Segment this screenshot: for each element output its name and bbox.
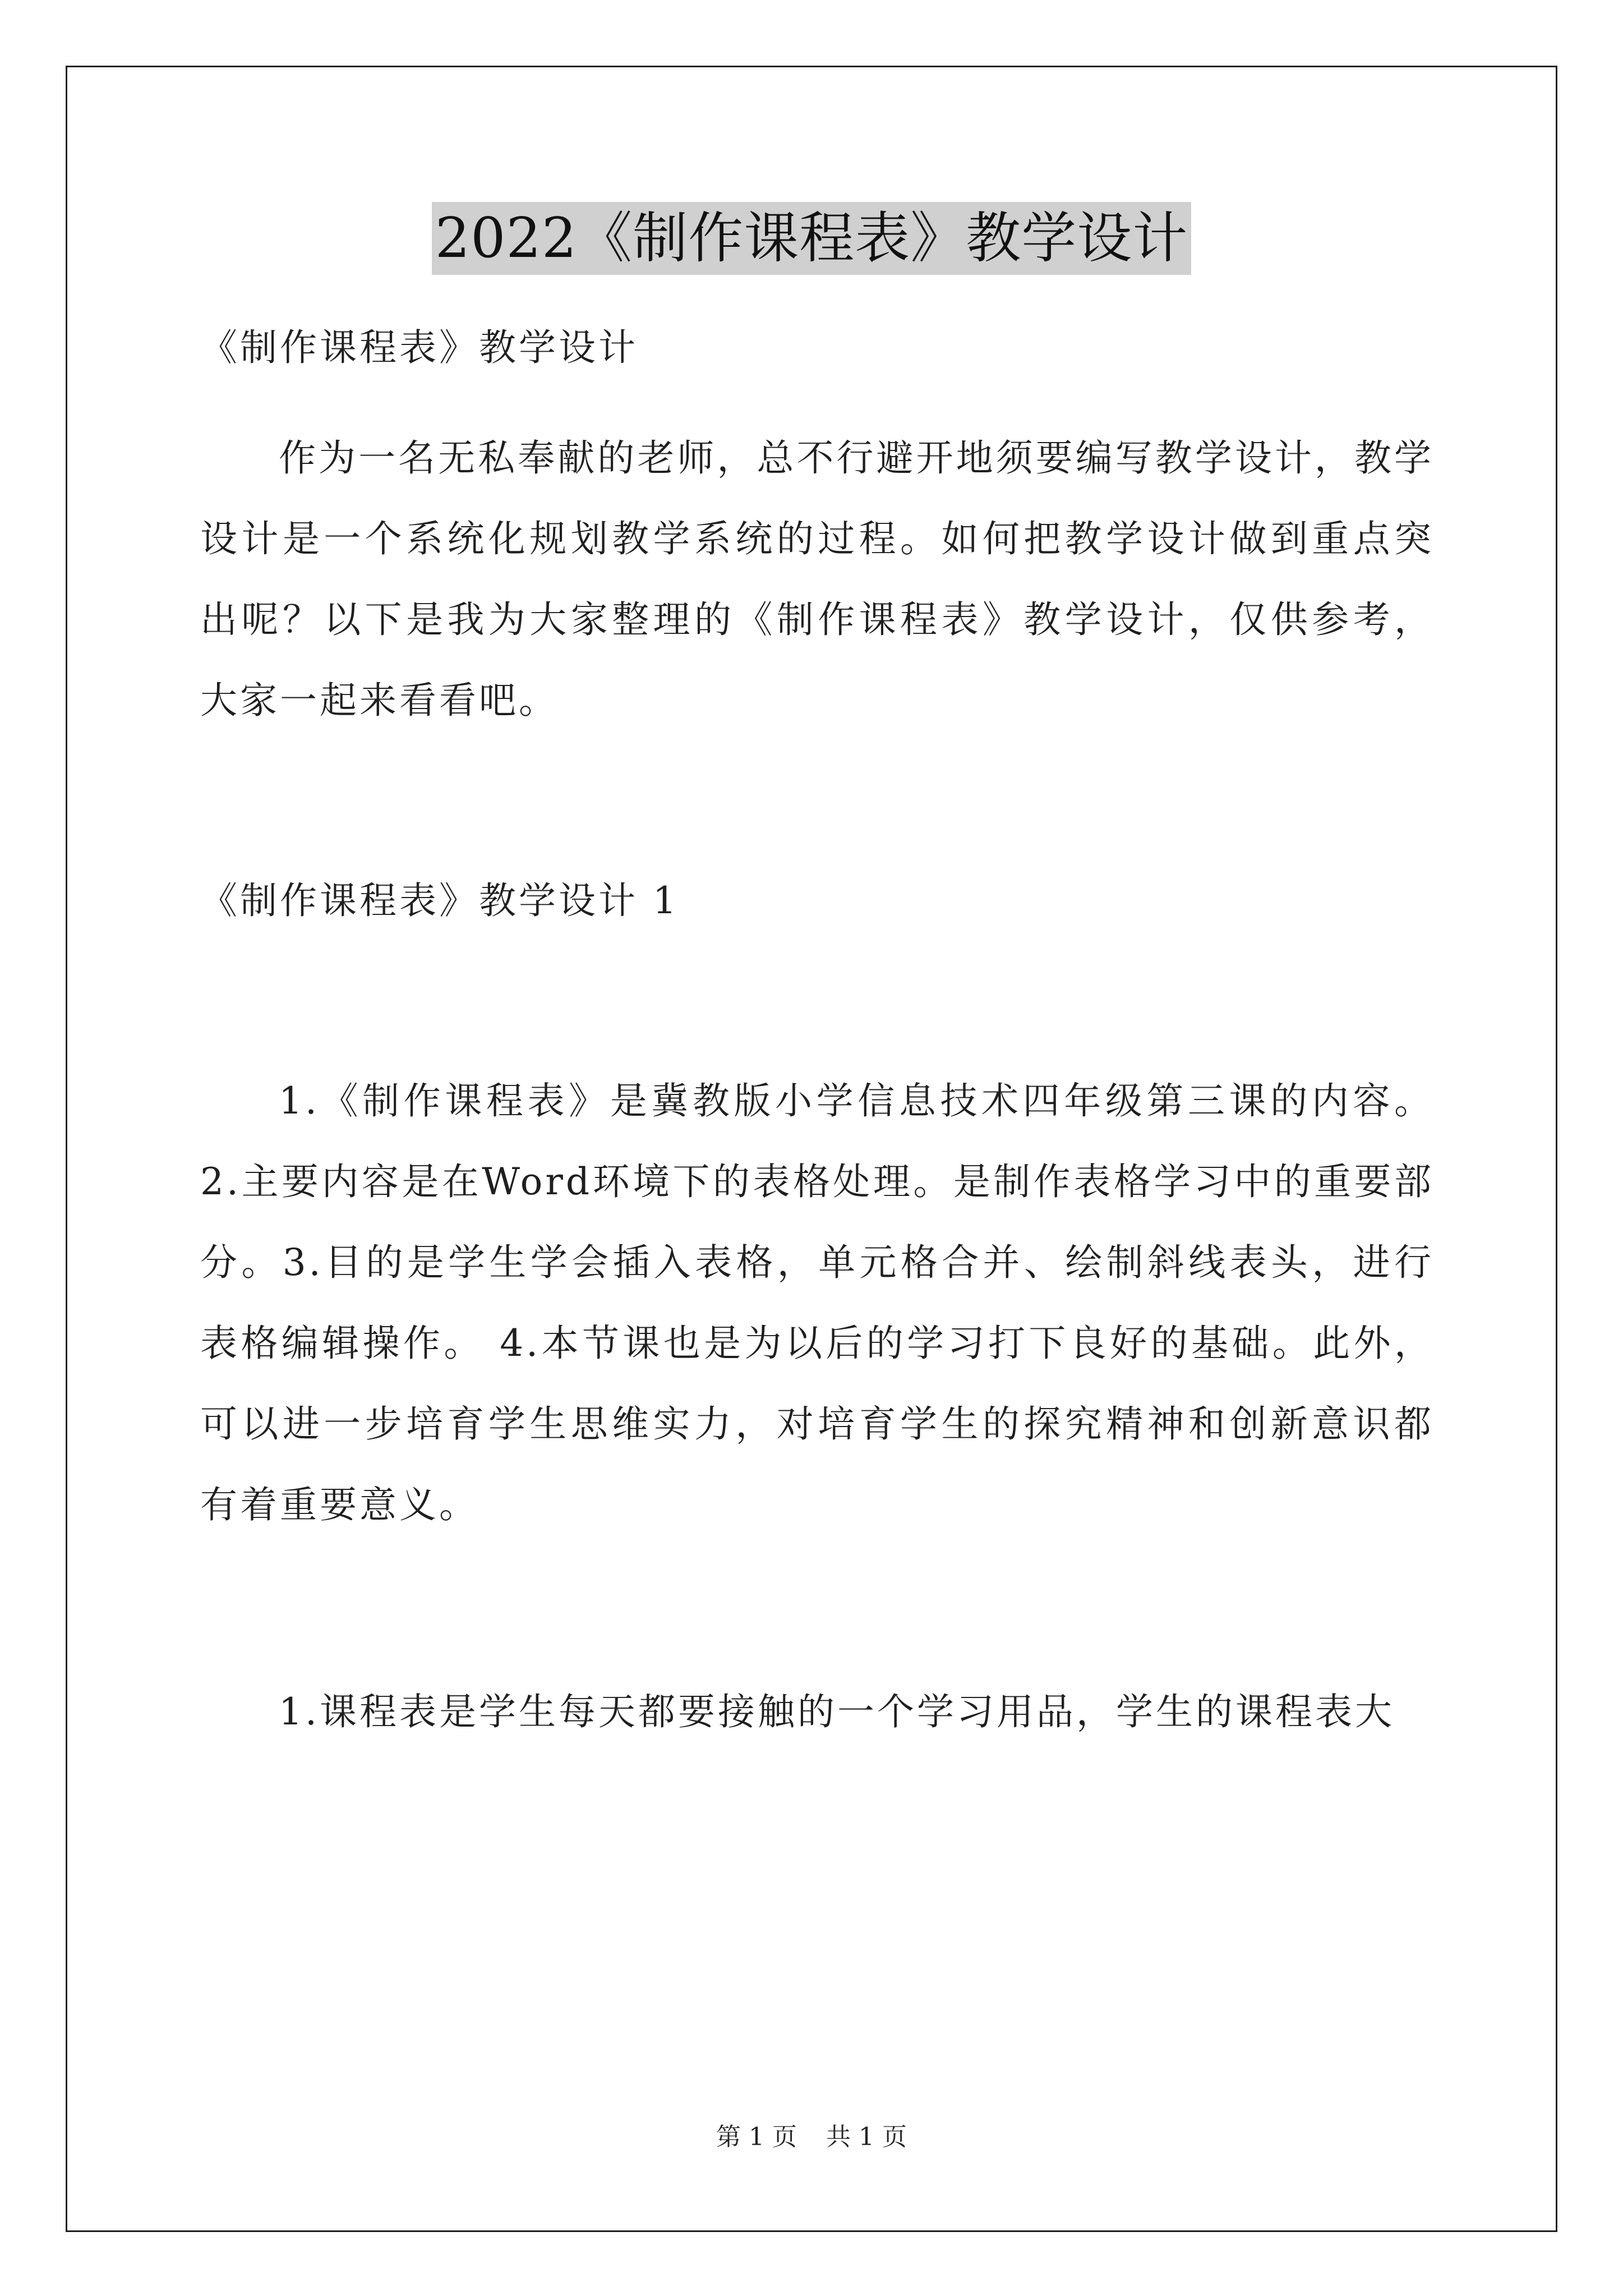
document-subtitle: 《制作课程表》教学设计 — [200, 326, 638, 369]
intro-paragraph: 作为一名无私奉献的老师，总不行避开地须要编写教学设计，教学设计是一个系统化规划教学系统的过程。如何把教学设计做到重点突出呢？以下是我为大家整理的《制作课程表》教学设计，仅供参考，大家一起来看看吧。 — [200, 436, 1434, 722]
document-title: 2022《制作课程表》教学设计 — [432, 202, 1191, 275]
section-heading: 《制作课程表》教学设计 1 — [200, 879, 679, 922]
document-body — [200, 314, 1434, 1752]
page-number: 第 1 页 — [716, 2123, 797, 2151]
body-paragraph: 1.《制作课程表》是冀教版小学信息技术四年级第三课的内容。2.主要内容是在Word环境下的表格处理。是制作表格学习中的重要部分。3.目的是学生学会插入表格，单元格合并、绘制斜线表头，进行表格编辑操作。 4.本节课也是为以后的学习打下良好的基础。此外，可以进一步培育学生思维实力，对培育学生的探究精神和创新意识都有着重要意义。 — [200, 1079, 1434, 1526]
page-footer — [0, 2120, 1623, 2154]
title-container — [0, 202, 1623, 275]
body-paragraph: 1.课程表是学生每天都要接触的一个学习用品，学生的课程表大 — [279, 1690, 1395, 1733]
page-total: 共 1 页 — [826, 2123, 907, 2151]
